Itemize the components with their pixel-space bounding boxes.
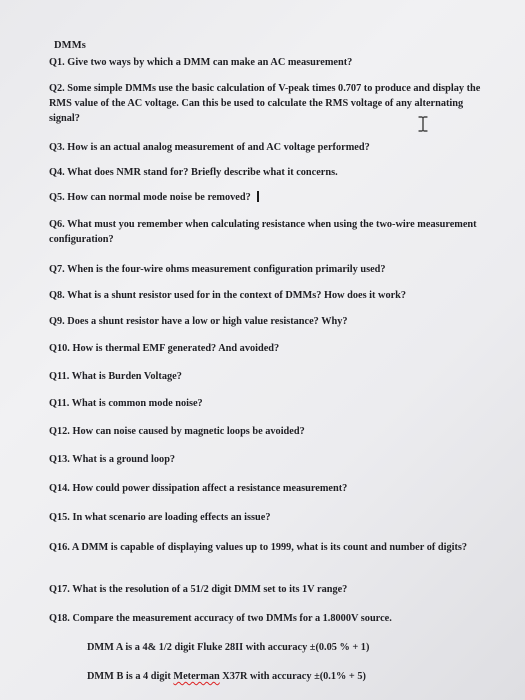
question-3: Q3. How is an actual analog measurement of and AC voltage performed? bbox=[49, 142, 370, 153]
question-4: Q4. What does NMR stand for? Briefly describe what it concerns. bbox=[49, 167, 338, 178]
dmm-a-spec: DMM A is a 4& 1/2 digit Fluke 28II with accuracy ±(0.05 % + 1) bbox=[87, 642, 370, 653]
dmm-b-prefix: DMM B is a 4 digit bbox=[87, 671, 174, 682]
i-beam-cursor-icon bbox=[418, 116, 428, 132]
question-11-burden: Q11. What is Burden Voltage? bbox=[49, 371, 182, 382]
question-12: Q12. How can noise caused by magnetic loops be avoided? bbox=[49, 426, 305, 437]
question-15: Q15. In what scenario are loading effects an issue? bbox=[49, 512, 271, 523]
document-title: DMMs bbox=[54, 40, 86, 51]
dmm-b-brand: Meterman bbox=[173, 671, 220, 682]
question-2: Q2. Some simple DMMs use the basic calculation of V-peak times 0.707 to produce and display the RMS value of the AC voltage. Can this be used to calculate the RMS voltage of any alternating signal? bbox=[49, 83, 481, 124]
question-5: Q5. How can normal mode noise be removed? bbox=[49, 192, 251, 203]
question-9: Q9. Does a shunt resistor have a low or high value resistance? Why? bbox=[49, 316, 348, 327]
question-13: Q13. What is a ground loop? bbox=[49, 454, 176, 465]
question-6: Q6. What must you remember when calculating resistance when using the two-wire measurement configuration? bbox=[49, 219, 477, 245]
question-11-common-mode: Q11. What is common mode noise? bbox=[49, 398, 203, 409]
question-10: Q10. How is thermal EMF generated? And avoided? bbox=[49, 343, 280, 354]
question-14: Q14. How could power dissipation affect a resistance measurement? bbox=[49, 483, 348, 494]
dmm-b-suffix: X37R with accuracy ±(0.1% + 5) bbox=[219, 671, 366, 682]
question-8: Q8. What is a shunt resistor used for in the context of DMMs? How does it work? bbox=[49, 290, 407, 301]
question-18: Q18. Compare the measurement accuracy of two DMMs for a 1.8000V source. bbox=[49, 613, 392, 624]
question-17: Q17. What is the resolution of a 51/2 digit DMM set to its 1V range? bbox=[49, 584, 348, 595]
dmm-b-spec bbox=[87, 669, 366, 684]
question-1: Q1. Give two ways by which a DMM can make an AC measurement? bbox=[49, 57, 353, 68]
text-insertion-cursor bbox=[257, 191, 259, 202]
question-16: Q16. A DMM is capable of displaying values up to 1999, what is its count and number of digits? bbox=[49, 542, 468, 553]
question-7: Q7. When is the four-wire ohms measurement configuration primarily used? bbox=[49, 264, 386, 275]
